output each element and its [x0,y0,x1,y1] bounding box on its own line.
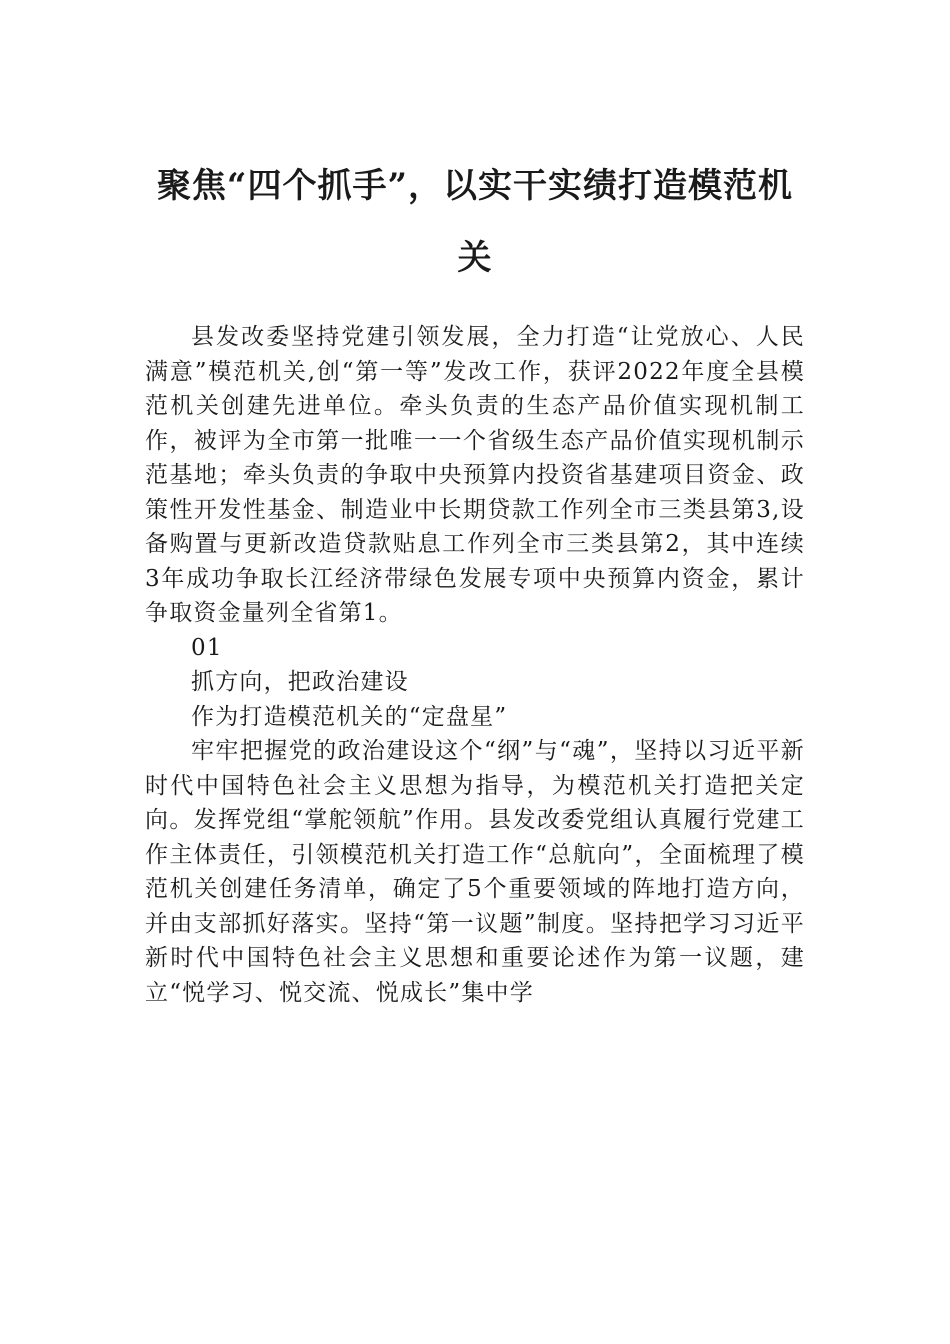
section-heading-line-1: 抓方向，把政治建设 [191,669,409,695]
section-number: 01 [191,634,223,661]
document-body [145,320,805,1010]
paragraph-political-building: 牢牢把握党的政治建设这个“纲”与“魂”，坚持以习近平新时代中国特色社会主义思想为指导，为模范机关打造把关定向。发挥党组“掌舵领航”作用。县发改委党组认真履行党建工作主体责任，引领模范机关打造工作“总航向”，全面梳理了模范机关创建任务清单，确定了5个重要领域的阵地打造方向，并由支部抓好落实。坚持“第一议题”制度。坚持把学习习近平新时代中国特色社会主义思想和重要论述作为第一议题，建立“悦学习、悦交流、悦成长”集中学 [145,738,805,1006]
document-title: 聚焦“四个抓手”，以实干实绩打造模范机关 [156,166,794,278]
section-heading-line-2: 作为打造模范机关的“定盘星” [191,703,508,730]
paragraph-intro: 县发改委坚持党建引领发展，全力打造“让党放心、人民满意”模范机关,创“第一等”发改工作，获评2022年度全县模范机关创建先进单位。牵头负责的生态产品价值实现机制工作，被评为全市第一批唯一一个省级生态产品价值实现机制示范基地；牵头负责的争取中央预算内投资省基建项目资金、政策性开发性基金、制造业中长期贷款工作列全市三类县第3,设备购置与更新改造贷款贴息工作列全市三类县第2，其中连续3年成功争取长江经济带绿色发展专项中央预算内资金，累计争取资金量列全省第1。 [145,324,805,626]
